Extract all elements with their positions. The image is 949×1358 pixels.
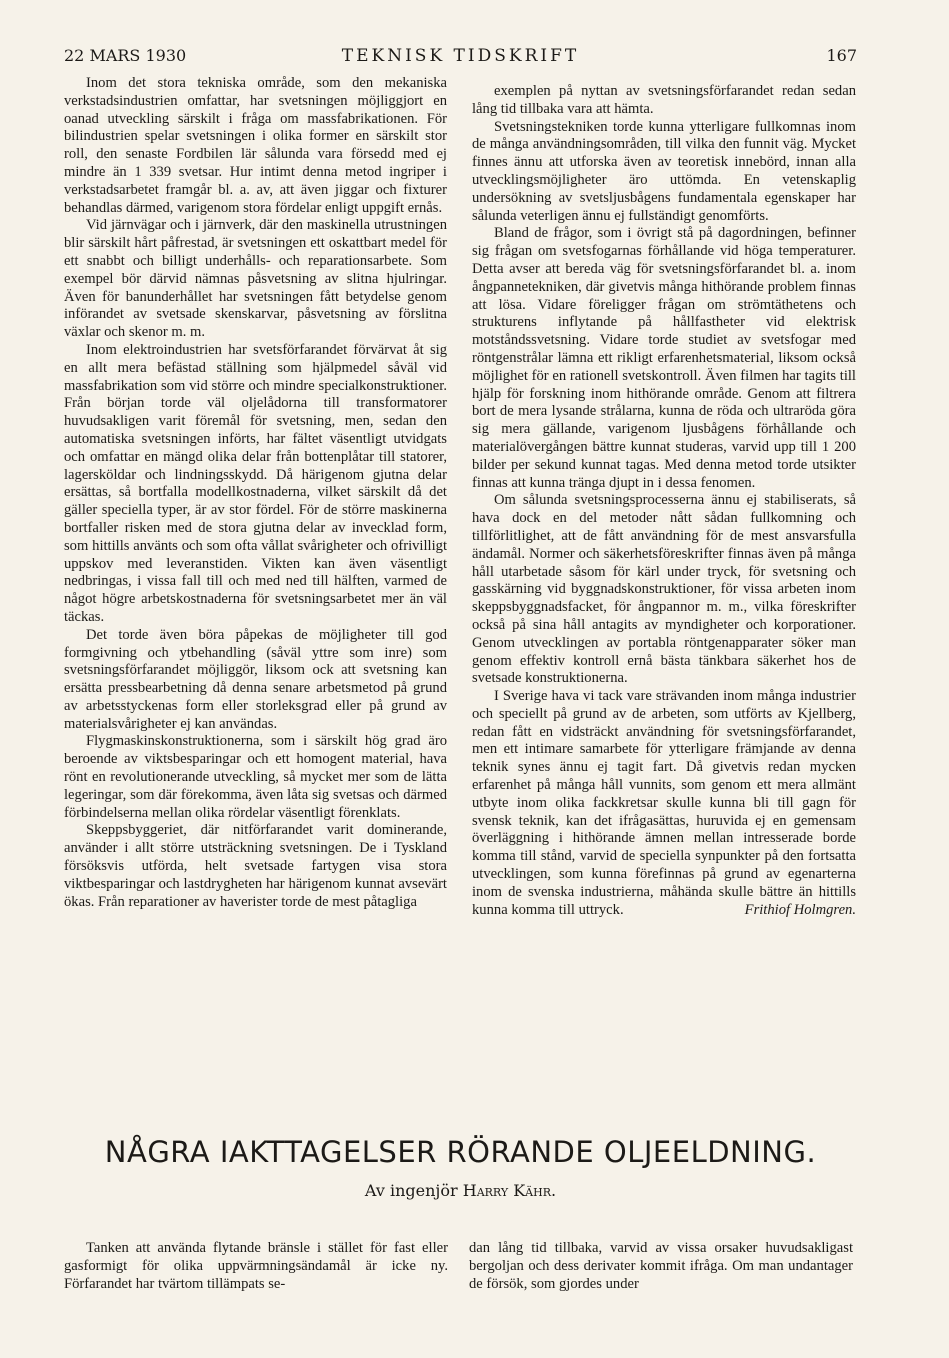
- paragraph: Flygmaskinskonstruktionerna, som i särskilt hög grad äro beroende av viktsbesparingar och ett homogent material, hava rönt en revolutionerande utveckling, så mycket mer som de lätta legeringar, som där förekomma, även låta sig svetsas och därmed förbindelserna mellan olika rördelar väsentligt förenklats.: [64, 733, 447, 821]
- article-title: NÅGRA IAKTTAGELSER RÖRANDE OLJEELDNING.: [104, 1135, 817, 1169]
- paragraph: [472, 688, 856, 919]
- journal-title: TEKNISK TIDSKRIFT: [341, 46, 580, 66]
- byline-author: Harry Kähr.: [462, 1181, 557, 1200]
- paragraph: Inom elektroindustrien har svetsförfarandet förvärvat åt sig en allt mera befästad ställning som hjälpmedel såväl vid massfabrikation som vid större och mindre specialkonstruktioner. Från början torde väl oljelådorna till transformatorer huvudsakligen varit föremål för svetsning, men, sedan den automatiska svetsningen införts, har fältet väsentligt utvidgats och omfattar en mängd olika delar från bottenplåtar till statorer, lagersköldar och lindningsskydd. Då härigenom gjutna delar ersättas, så bortfalla modellkostnaderna, vilket särskilt då det gäller speciella typer, är av stor fördel. För de större maskinerna bortfaller risken med de stora gjutna delar av invecklad form, som hittills använts och som ofta vållat svårigheter och ofrivilligt uppskov med leveranstiden. Vikten kan även väsentligt nedbringas, i vissa fall till och med ned till hälften, varmed de något högre arbetskostnaderna för svetsningsarbetet mer än väl täckas.: [64, 341, 447, 625]
- paragraph: Tanken att använda flytande bränsle i stället för fast eller gasformigt för olika uppvärmningsändamål är icke ny. Förfarandet har tvärtom tillämpats se-: [64, 1240, 448, 1292]
- paragraph: Bland de frågor, som i övrigt stå på dagordningen, befinner sig frågan om svetsfogarnas förhållande vid höga temperaturer. Detta avser att bereda väg för svetsningsförfarandet bl. a. inom ångpannetekniken, där givetvis många hithörande problem finnas att lösa. Vidare föreligger frågan om strömtäthetens och strukturens inflytande på hållfastheter vid elektrisk motståndssvetsning. Vidare torde studiet av svetsfogar med röntgenstrålar lämna ett rikligt erfarenhetsmaterial, liksom också möjlighet för en rationell svetskontroll. Även filmen har tagits till hjälp för forskning inom hithörande område. Genom att filtrera bort de mera lysande strålarna, kunna de röda och ultraröda göra sig mera gällande, varigenom ljusbågens förhållande och materialövergången bättre kunnat studeras, varvid upp till 1 200 bilder per sekund kunnat tagas. Med denna metod torde utsikter finnas att kunna tränga djupt in i dessa fenomen.: [472, 225, 856, 491]
- byline-prefix: Av ingenjör: [364, 1181, 458, 1200]
- new-article-column-right: [469, 1240, 853, 1293]
- paragraph: Vid järnvägar och i järnverk, där den maskinella utrustningen blir särskilt hårt påfrestad, är svetsningen ett oskattbart medel för ett snabbt och billigt underhålls- och reparationsarbete. Som exempel bör därvid nämnas påsvetsning av slitna hjulringar. Även för banunderhållet har svetsningen fått betydelse genom införandet av svetsade skenskarvar, påsvetsning av förslitna växlar och skenor m. m.: [64, 217, 447, 341]
- paragraph: dan lång tid tillbaka, varvid av vissa orsaker huvudsakligast bergoljan och dess derivater kommit ifråga. Om man undantager de försök, som gjordes under: [469, 1240, 853, 1292]
- article-column-right: [472, 83, 856, 919]
- byline: [64, 1181, 857, 1200]
- article-column-left: [64, 75, 447, 911]
- author-signature: Frithiof Holmgren.: [744, 901, 856, 918]
- paragraph: Svetsningstekniken torde kunna ytterligare fullkomnas inom de många användningsområden, till vilka den funnit väg. Mycket finnes ännu att utforska även av teoretisk innebörd, innan alla utvecklingsmöjligheter äro uttömda. En vetenskaplig undersökning av svetsljusbågens fundamentala egenskaper har sålunda veterligen ännu ej fullständigt genomförts.: [472, 118, 856, 224]
- issue-date: 22 MARS 1930: [64, 46, 187, 65]
- page-number: 167: [826, 46, 857, 65]
- paragraph: Skeppsbyggeriet, där nitförfarandet varit dominerande, använder i allt större utsträckning svetsningen. De i Tyskland försöksvis utförda, helt svetsade fartygen visa stora viktbesparingar och lastdrygheten har härigenom kunnat avsevärt ökas. Från reparationer av haverister torde de mest påtagliga: [64, 822, 447, 910]
- paragraph-text: I Sverige hava vi tack vare strävanden inom många industrier och speciellt på grund av de arbeten, som utförts av Kjellberg, redan fått en vidsträckt användning för svetsningsförfarandet, men ett intimare samarbete för ytterligare främjande av denna teknik synes ännu ej tagit fart. Då givetvis redan mycken erfarenhet på många håll vunnits, som genom ett mera allmänt utbyte inom olika fackkretsar skulle kunna bli till gagn för svensk teknik, kan det ifrågasättas, huruvida ej en gemensam överläggning i hithörande ämnen mellan intresserade borde komma till stånd, varvid de speciella synpunkter på den fortsatta utvecklingen, som kunna förefinnas på grund av egenarterna inom de svenska industrierna, måhända skulle bättre än hittills kunna komma till uttryck.: [472, 688, 856, 918]
- page-header: [64, 46, 857, 70]
- paragraph: Inom det stora tekniska område, som den mekaniska verkstadsindustrien omfattar, har svetsningen möjliggjort en oanad utveckling särskilt i fråga om massfabrikationen. För bilindustrien spelar svetsningen i olika former en särskilt stor roll, den senaste Fordbilen lär sålunda vara försedd med ej mindre än 1 339 svetsar. Hur intimt denna metod ingriper i verkstadsarbetet framgår bl. a. av, att även jiggar och fixturer behandlas därmed, varigenom stora fördelar enligt uppgift ernås.: [64, 75, 447, 216]
- paragraph: Det torde även böra påpekas de möjligheter till god formgivning och ytbehandling (såväl yttre som inre) som svetsningsförfarandet möjliggör, liksom ock att svetsning kan ersätta pressbearbetning då denna senare arbetsmetod på grund av arbetsstyckenas form eller storleksgrad eller på grund av materialsvårigheter ej kan användas.: [64, 626, 447, 732]
- new-article-column-left: [64, 1240, 448, 1293]
- paragraph: exemplen på nyttan av svetsningsförfarandet redan sedan lång tid tillbaka vara att hämta.: [472, 83, 856, 117]
- paragraph: Om sålunda svetsningsprocesserna ännu ej stabiliserats, så hava dock en del metoder nått sådan fullkomning och tillförlitlighet, att de fått användning för de mest ansvarsfulla ändamål. Normer och säkerhetsföreskrifter finnas även på många håll utarbetade såsom för kärl under tryck, för svetsning och gasskärning vid byggnadskonstruktioner, för vissa arbeten inom skeppsbyggnadsfacket, för ångpannor m. m., vilka föreskrifter också på sina håll antagits av myndigheter och korporationer. Genom utvecklingen av portabla röntgenapparater söker man genom effektiv kontroll ernå bästa tänkbara säkerhet hos de svetsade konstruktionerna.: [472, 492, 856, 687]
